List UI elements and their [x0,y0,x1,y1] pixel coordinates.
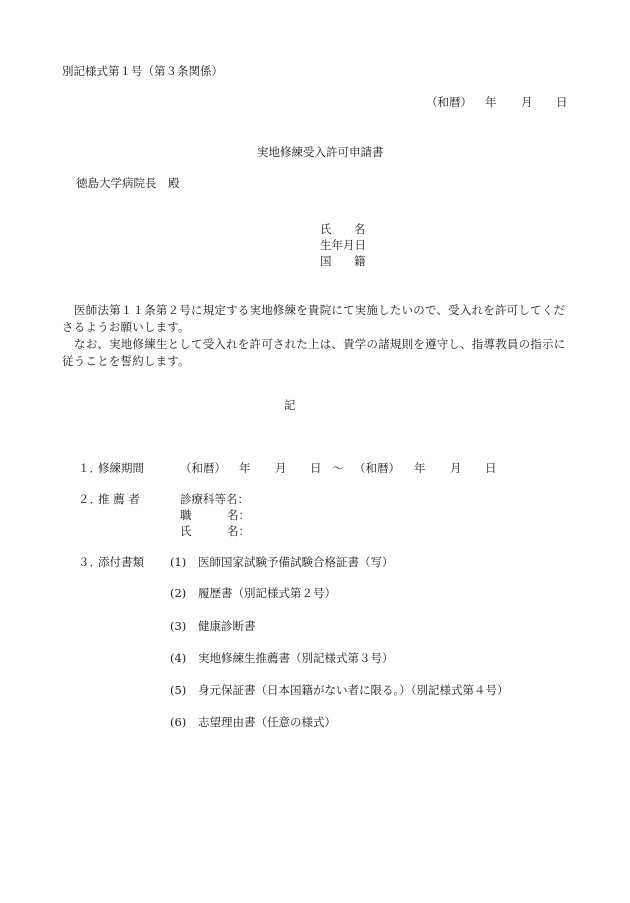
period-start-era: （和暦） [180,461,226,475]
body-paragraph-2: なお、実地修練生として受入れを許可された上は、貴学の諸規則を遵守し、指導教員の指示に従うことを誓約します。 [62,337,566,368]
item-1-number: １． [78,461,101,475]
item-3-number: ３． [78,555,101,569]
item-2-label: 推 薦 者 [98,492,140,506]
applicant-nationality-label-2: 籍 [354,254,366,268]
form-number: 別記様式第１号（第３条関係） [62,64,223,78]
item-1-label: 修練期間 [98,461,144,475]
attachment-2-number: (2) [170,586,187,600]
period-end-year: 年 [414,461,426,475]
recommender-name-label-2: 名： [227,524,250,538]
date-month: 月 [521,95,533,109]
addressee: 徳島大学病院長 殿 [76,176,180,190]
period-end-month: 月 [450,461,462,475]
attachment-2-text: 履歴書（別記様式第２号） [198,586,336,600]
attachment-6-number: (6) [170,715,187,729]
body-paragraph-1: 医師法第１１条第２号に規定する実地修練を貴院にて実施したいので、受入れを許可してくださるようお願いします。 [62,303,566,334]
date-era: （和暦） [426,95,472,109]
period-end-era: （和暦） [354,461,400,475]
period-end-day: 日 [485,461,497,475]
recommender-name-label-1: 氏 [180,524,192,538]
attachment-5-number: (5) [170,683,187,697]
document-title: 実地修練受入許可申請書 [257,145,384,159]
attachment-5-text: 身元保証書（日本国籍がない者に限る。）（別記様式第４号） [198,683,509,697]
period-start-month: 月 [275,461,287,475]
attachment-4-number: (4) [170,651,187,665]
attachment-6-text: 志望理由書（任意の様式） [198,715,336,729]
item-2-number: ２． [78,492,101,506]
applicant-name-label-2: 名 [354,222,366,236]
applicant-nationality-label-1: 国 [320,254,332,268]
attachment-1-number: (1) [170,555,187,569]
recommender-title-label-1: 職 [180,508,192,522]
item-3-label: 添付書類 [98,555,144,569]
period-start-year: 年 [239,461,251,475]
applicant-name-label-1: 氏 [320,222,332,236]
applicant-birthdate-label: 生年月日 [320,238,366,252]
period-tilde: ～ [332,461,344,475]
date-year: 年 [485,95,497,109]
ki-heading: 記 [284,398,296,412]
recommender-title-label-2: 名： [227,508,250,522]
recommender-dept-label: 診療科等名： [180,492,249,506]
period-start-day: 日 [310,461,322,475]
attachment-4-text: 実地修練生推薦書（別記様式第３号） [198,651,394,665]
attachment-3-number: (3) [170,619,187,633]
date-day: 日 [556,95,568,109]
attachment-3-text: 健康診断書 [198,619,256,633]
attachment-1-text: 医師国家試験予備試験合格証書（写） [198,555,394,569]
